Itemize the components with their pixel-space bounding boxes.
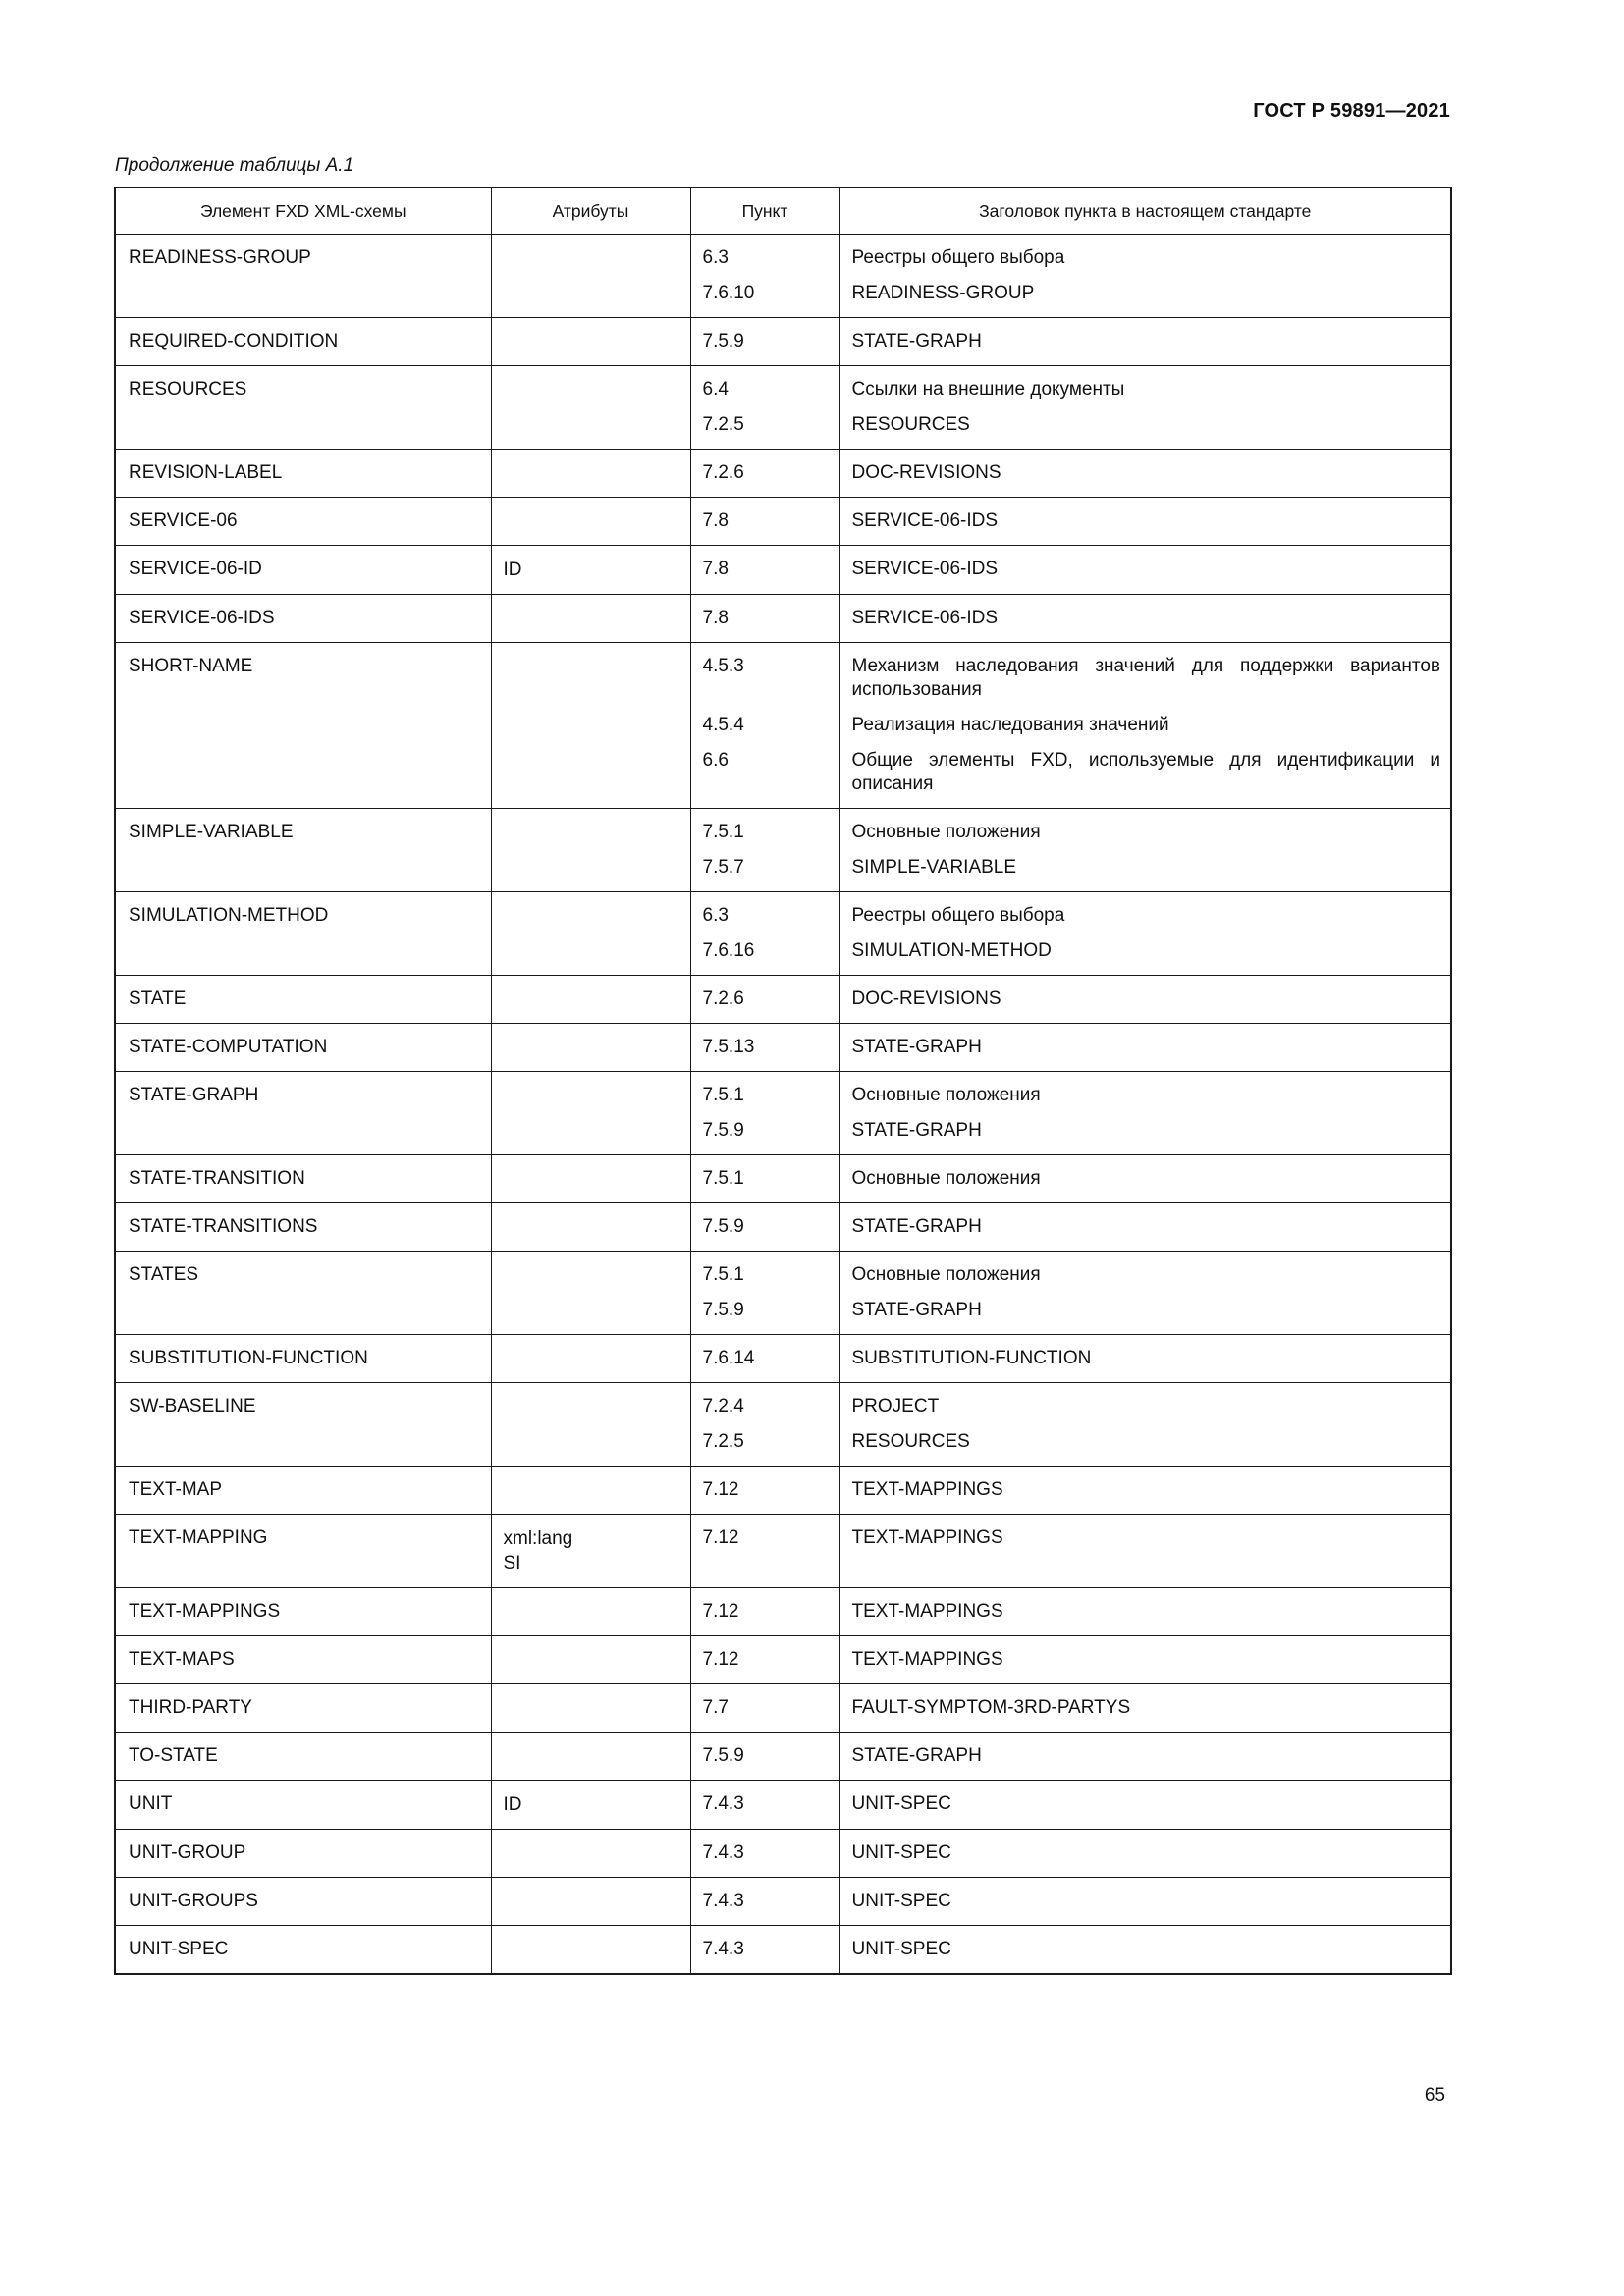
attributes-cell	[491, 1878, 690, 1926]
attributes-cell	[491, 1024, 690, 1072]
clause-cell: 7.7	[690, 1684, 839, 1733]
title-cell: Реализация наследования значений	[839, 708, 1451, 743]
attributes-cell	[491, 1636, 690, 1684]
attributes-cell	[491, 235, 690, 318]
title-cell: Основные положения	[839, 809, 1451, 851]
title-cell: UNIT-SPEC	[839, 1781, 1451, 1830]
title-cell: SIMULATION-METHOD	[839, 934, 1451, 976]
clause-cell: 7.12	[690, 1515, 839, 1588]
table-body	[115, 235, 1451, 1975]
table-head	[115, 187, 1451, 235]
table-row	[115, 1203, 1451, 1252]
element-cell: STATE	[115, 976, 491, 1024]
title-cell: UNIT-SPEC	[839, 1878, 1451, 1926]
table-row	[115, 1830, 1451, 1878]
element-cell: TEXT-MAPS	[115, 1636, 491, 1684]
table-row	[115, 498, 1451, 546]
table-row	[115, 1684, 1451, 1733]
element-cell: SUBSTITUTION-FUNCTION	[115, 1335, 491, 1383]
attributes-cell	[491, 546, 690, 595]
clause-cell: 7.5.7	[690, 850, 839, 892]
element-cell: STATES	[115, 1252, 491, 1335]
title-cell: Общие элементы FXD, используемые для идентификации и описания	[839, 743, 1451, 809]
title-cell: Основные положения	[839, 1252, 1451, 1294]
title-cell: STATE-GRAPH	[839, 1113, 1451, 1155]
element-cell: STATE-COMPUTATION	[115, 1024, 491, 1072]
attribute-value: SI	[503, 1553, 521, 1574]
element-cell: STATE-TRANSITIONS	[115, 1203, 491, 1252]
clause-cell: 7.4.3	[690, 1878, 839, 1926]
element-cell: STATE-TRANSITION	[115, 1155, 491, 1203]
title-cell: SIMPLE-VARIABLE	[839, 850, 1451, 892]
attributes-cell	[491, 1335, 690, 1383]
clause-cell: 6.3	[690, 235, 839, 277]
attributes-cell	[491, 1467, 690, 1515]
attributes-cell	[491, 1252, 690, 1335]
clause-cell: 7.4.3	[690, 1781, 839, 1830]
title-cell: Реестры общего выбора	[839, 235, 1451, 277]
clause-cell: 7.2.6	[690, 450, 839, 498]
title-cell: DOC-REVISIONS	[839, 450, 1451, 498]
title-cell: READINESS-GROUP	[839, 276, 1451, 318]
element-cell: STATE-GRAPH	[115, 1072, 491, 1155]
page-number: 65	[1424, 2085, 1445, 2106]
attributes-cell	[491, 976, 690, 1024]
clause-cell: 4.5.3	[690, 643, 839, 709]
clause-cell: 7.5.9	[690, 1293, 839, 1335]
table-row	[115, 1155, 1451, 1203]
attributes-cell	[491, 1072, 690, 1155]
element-cell: UNIT-SPEC	[115, 1926, 491, 1975]
element-cell: REVISION-LABEL	[115, 450, 491, 498]
element-cell: UNIT-GROUPS	[115, 1878, 491, 1926]
clause-cell: 7.6.14	[690, 1335, 839, 1383]
clause-cell: 6.4	[690, 366, 839, 408]
attributes-cell	[491, 1684, 690, 1733]
clause-cell: 7.6.10	[690, 276, 839, 318]
attributes-cell	[491, 1155, 690, 1203]
title-cell: STATE-GRAPH	[839, 318, 1451, 366]
element-cell: SHORT-NAME	[115, 643, 491, 809]
attributes-cell	[491, 1733, 690, 1781]
clause-cell: 7.6.16	[690, 934, 839, 976]
title-cell: RESOURCES	[839, 407, 1451, 450]
clause-cell: 7.5.1	[690, 1155, 839, 1203]
clause-cell: 7.12	[690, 1588, 839, 1636]
clause-cell: 7.5.9	[690, 1733, 839, 1781]
table-row	[115, 595, 1451, 643]
element-cell: REQUIRED-CONDITION	[115, 318, 491, 366]
title-cell: SERVICE-06-IDS	[839, 498, 1451, 546]
clause-cell: 7.8	[690, 498, 839, 546]
attributes-cell	[491, 1588, 690, 1636]
element-cell: SERVICE-06	[115, 498, 491, 546]
column-header: Заголовок пункта в настоящем стандарте	[839, 187, 1451, 235]
title-cell: Реестры общего выбора	[839, 892, 1451, 934]
clause-cell: 7.5.1	[690, 1072, 839, 1114]
attributes-cell	[491, 318, 690, 366]
title-cell: TEXT-MAPPINGS	[839, 1515, 1451, 1588]
title-cell: SERVICE-06-IDS	[839, 595, 1451, 643]
attribute-value: ID	[503, 560, 522, 580]
clause-cell: 7.12	[690, 1467, 839, 1515]
table-row	[115, 1588, 1451, 1636]
clause-cell: 7.2.5	[690, 407, 839, 450]
table-row	[115, 1383, 1451, 1425]
title-cell: UNIT-SPEC	[839, 1830, 1451, 1878]
doc-header: ГОСТ Р 59891—2021	[1253, 100, 1450, 122]
table-row	[115, 318, 1451, 366]
title-cell: STATE-GRAPH	[839, 1024, 1451, 1072]
table-row	[115, 1252, 1451, 1294]
element-cell: SIMPLE-VARIABLE	[115, 809, 491, 892]
clause-cell: 7.5.1	[690, 1252, 839, 1294]
clause-cell: 7.5.13	[690, 1024, 839, 1072]
clause-cell: 7.4.3	[690, 1830, 839, 1878]
title-cell: RESOURCES	[839, 1424, 1451, 1467]
table-row	[115, 976, 1451, 1024]
element-cell: TEXT-MAPPING	[115, 1515, 491, 1588]
attribute-value: ID	[503, 1794, 522, 1815]
attribute-value: xml:lang	[503, 1528, 573, 1549]
table-row	[115, 1072, 1451, 1114]
table-row	[115, 1926, 1451, 1975]
clause-cell: 7.2.6	[690, 976, 839, 1024]
element-cell: SERVICE-06-ID	[115, 546, 491, 595]
table-row	[115, 1636, 1451, 1684]
clause-cell: 4.5.4	[690, 708, 839, 743]
title-cell: UNIT-SPEC	[839, 1926, 1451, 1975]
table-row	[115, 809, 1451, 851]
table-header-row	[115, 187, 1451, 235]
table-caption: Продолжение таблицы А.1	[115, 155, 354, 176]
table-row	[115, 1467, 1451, 1515]
attributes-cell	[491, 498, 690, 546]
title-cell: STATE-GRAPH	[839, 1293, 1451, 1335]
title-cell: PROJECT	[839, 1383, 1451, 1425]
attributes-cell	[491, 450, 690, 498]
table-row	[115, 1515, 1451, 1588]
title-cell: SERVICE-06-IDS	[839, 546, 1451, 595]
attributes-cell	[491, 1515, 690, 1588]
title-cell: STATE-GRAPH	[839, 1203, 1451, 1252]
table-row	[115, 1335, 1451, 1383]
clause-cell: 7.5.9	[690, 1113, 839, 1155]
element-cell: TEXT-MAPPINGS	[115, 1588, 491, 1636]
title-cell: TEXT-MAPPINGS	[839, 1588, 1451, 1636]
attributes-cell	[491, 595, 690, 643]
clause-cell: 7.4.3	[690, 1926, 839, 1975]
clause-cell: 7.5.9	[690, 318, 839, 366]
attributes-cell	[491, 366, 690, 450]
table-row	[115, 235, 1451, 277]
element-cell: SW-BASELINE	[115, 1383, 491, 1467]
table-row	[115, 546, 1451, 595]
table-row	[115, 1878, 1451, 1926]
attributes-cell	[491, 1830, 690, 1878]
clause-cell: 7.12	[690, 1636, 839, 1684]
column-header: Атрибуты	[491, 187, 690, 235]
clause-cell: 7.2.5	[690, 1424, 839, 1467]
element-cell: READINESS-GROUP	[115, 235, 491, 318]
attributes-cell	[491, 1203, 690, 1252]
clause-cell: 7.5.9	[690, 1203, 839, 1252]
column-header: Элемент FXD XML-схемы	[115, 187, 491, 235]
attributes-cell	[491, 1383, 690, 1467]
attributes-cell	[491, 1781, 690, 1830]
title-cell: FAULT-SYMPTOM-3RD-PARTYS	[839, 1684, 1451, 1733]
element-cell: UNIT-GROUP	[115, 1830, 491, 1878]
clause-cell: 7.8	[690, 546, 839, 595]
table-row	[115, 892, 1451, 934]
title-cell: Ссылки на внешние документы	[839, 366, 1451, 408]
continuation-table	[114, 187, 1452, 1975]
title-cell: Основные положения	[839, 1072, 1451, 1114]
table-row	[115, 366, 1451, 408]
element-cell: SERVICE-06-IDS	[115, 595, 491, 643]
title-cell: STATE-GRAPH	[839, 1733, 1451, 1781]
title-cell: TEXT-MAPPINGS	[839, 1467, 1451, 1515]
title-cell: DOC-REVISIONS	[839, 976, 1451, 1024]
attributes-cell	[491, 643, 690, 809]
table-row	[115, 1733, 1451, 1781]
title-cell: TEXT-MAPPINGS	[839, 1636, 1451, 1684]
element-cell: TO-STATE	[115, 1733, 491, 1781]
clause-cell: 7.8	[690, 595, 839, 643]
table-row	[115, 643, 1451, 709]
element-cell: UNIT	[115, 1781, 491, 1830]
table-row	[115, 1024, 1451, 1072]
attributes-cell	[491, 809, 690, 892]
clause-cell: 6.3	[690, 892, 839, 934]
clause-cell: 6.6	[690, 743, 839, 809]
table-row	[115, 1781, 1451, 1830]
element-cell: THIRD-PARTY	[115, 1684, 491, 1733]
attributes-cell	[491, 892, 690, 976]
element-cell: SIMULATION-METHOD	[115, 892, 491, 976]
clause-cell: 7.5.1	[690, 809, 839, 851]
table-row	[115, 450, 1451, 498]
element-cell: RESOURCES	[115, 366, 491, 450]
clause-cell: 7.2.4	[690, 1383, 839, 1425]
attributes-cell	[491, 1926, 690, 1975]
title-cell: SUBSTITUTION-FUNCTION	[839, 1335, 1451, 1383]
title-cell: Механизм наследования значений для поддержки вариантов использования	[839, 643, 1451, 709]
element-cell: TEXT-MAP	[115, 1467, 491, 1515]
column-header: Пункт	[690, 187, 839, 235]
title-cell: Основные положения	[839, 1155, 1451, 1203]
